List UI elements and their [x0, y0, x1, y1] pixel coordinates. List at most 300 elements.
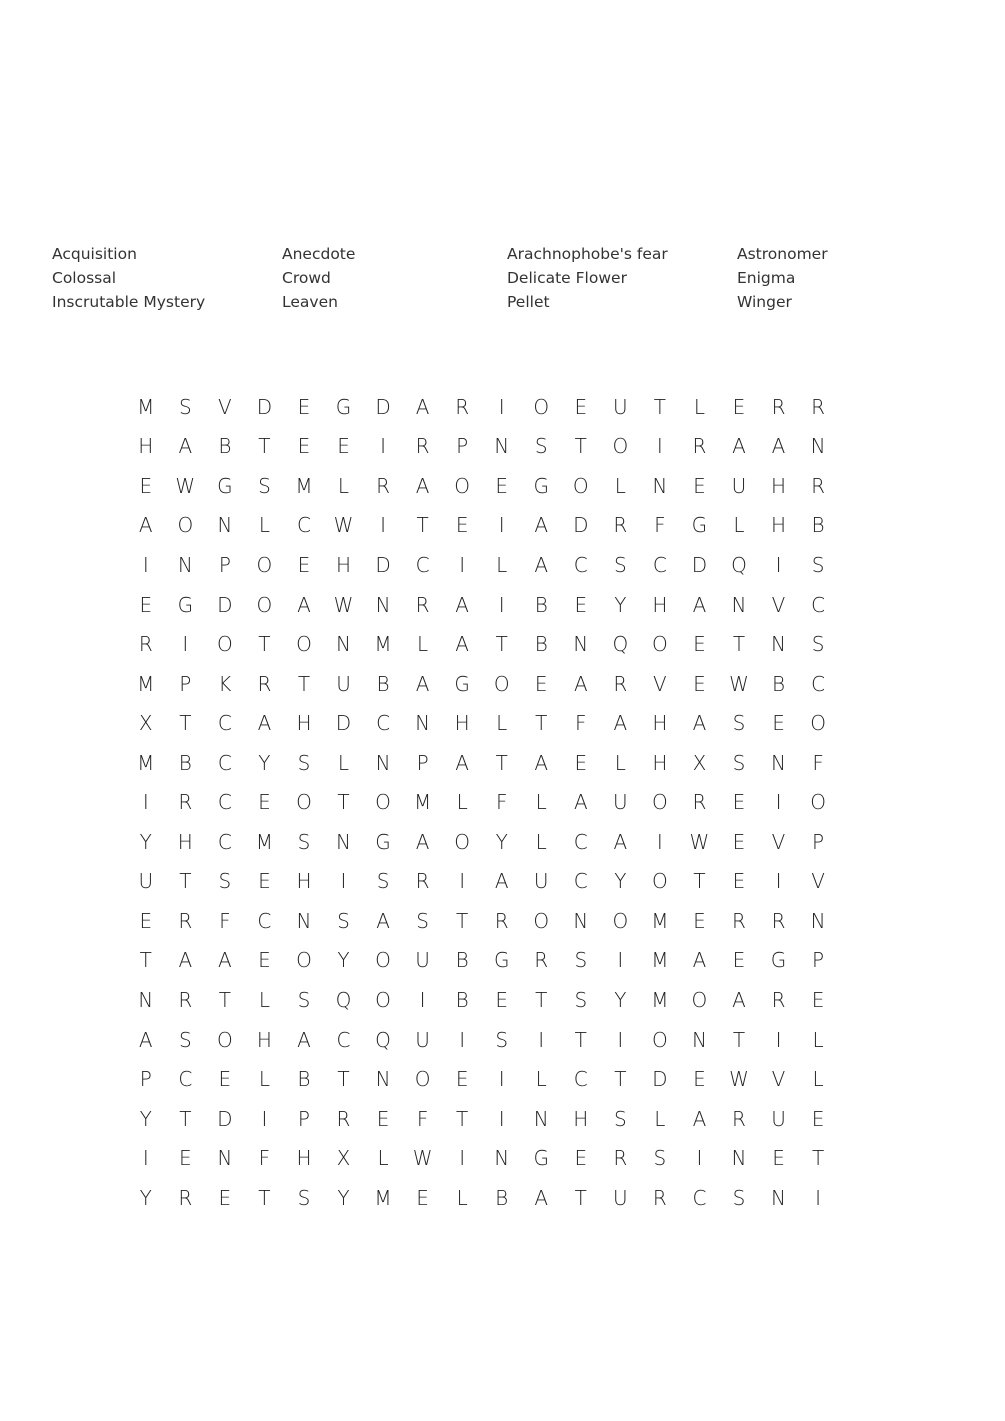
- grid-letter[interactable]: E: [218, 1067, 232, 1092]
- grid-letter[interactable]: M: [137, 671, 155, 696]
- grid-letter[interactable]: F: [219, 908, 231, 933]
- grid-letter[interactable]: A: [692, 711, 707, 736]
- grid-letter[interactable]: W: [333, 592, 354, 617]
- grid-letter[interactable]: U: [415, 1027, 430, 1052]
- grid-letter[interactable]: N: [415, 711, 431, 736]
- grid-letter[interactable]: E: [455, 513, 469, 538]
- grid-letter[interactable]: L: [258, 513, 270, 538]
- grid-letter[interactable]: E: [732, 948, 746, 973]
- grid-letter[interactable]: E: [376, 1106, 390, 1131]
- grid-letter[interactable]: F: [258, 1146, 271, 1171]
- grid-letter[interactable]: T: [337, 790, 350, 815]
- grid-letter[interactable]: C: [652, 552, 667, 577]
- grid-letter[interactable]: A: [613, 711, 628, 736]
- grid-letter[interactable]: I: [142, 552, 149, 577]
- grid-letter[interactable]: T: [416, 513, 429, 538]
- grid-letter[interactable]: H: [256, 1027, 272, 1052]
- grid-letter[interactable]: I: [775, 790, 782, 815]
- grid-letter[interactable]: B: [534, 632, 548, 657]
- grid-letter[interactable]: D: [375, 552, 391, 577]
- grid-letter[interactable]: D: [573, 513, 589, 538]
- grid-letter[interactable]: O: [216, 1027, 233, 1052]
- grid-letter[interactable]: L: [258, 987, 270, 1012]
- grid-letter[interactable]: V: [653, 671, 667, 696]
- grid-letter[interactable]: R: [652, 1185, 667, 1210]
- grid-letter[interactable]: R: [178, 908, 193, 933]
- grid-letter[interactable]: A: [455, 632, 469, 657]
- grid-letter[interactable]: R: [257, 671, 272, 696]
- grid-letter[interactable]: Q: [375, 1027, 391, 1052]
- grid-letter[interactable]: R: [613, 1146, 628, 1171]
- grid-letter[interactable]: G: [533, 1146, 549, 1171]
- grid-letter[interactable]: R: [732, 908, 746, 933]
- grid-letter[interactable]: L: [337, 473, 350, 498]
- grid-letter[interactable]: P: [416, 750, 429, 775]
- grid-letter[interactable]: V: [811, 869, 825, 894]
- grid-letter[interactable]: M: [255, 829, 274, 854]
- grid-letter[interactable]: A: [415, 829, 430, 854]
- grid-letter[interactable]: N: [494, 434, 510, 459]
- grid-letter[interactable]: T: [258, 434, 271, 459]
- grid-letter[interactable]: R: [771, 987, 786, 1012]
- grid-letter[interactable]: D: [217, 1106, 233, 1131]
- grid-letter[interactable]: O: [375, 948, 391, 973]
- grid-letter[interactable]: E: [732, 394, 746, 419]
- grid-letter[interactable]: R: [178, 790, 193, 815]
- grid-letter[interactable]: U: [533, 869, 549, 894]
- grid-letter[interactable]: L: [654, 1106, 666, 1131]
- grid-letter[interactable]: Q: [335, 987, 352, 1012]
- grid-letter[interactable]: S: [297, 987, 311, 1012]
- grid-letter[interactable]: A: [692, 1106, 707, 1131]
- grid-letter[interactable]: A: [534, 513, 549, 538]
- grid-letter[interactable]: C: [573, 869, 588, 894]
- grid-letter[interactable]: I: [142, 1146, 149, 1171]
- grid-letter[interactable]: R: [494, 908, 509, 933]
- grid-letter[interactable]: R: [178, 987, 193, 1012]
- grid-letter[interactable]: O: [652, 790, 668, 815]
- grid-letter[interactable]: R: [376, 473, 390, 498]
- grid-letter[interactable]: U: [336, 671, 351, 696]
- grid-letter[interactable]: S: [653, 1146, 667, 1171]
- grid-letter[interactable]: T: [693, 869, 706, 894]
- grid-letter[interactable]: N: [375, 750, 391, 775]
- grid-letter[interactable]: B: [218, 434, 232, 459]
- grid-letter[interactable]: E: [574, 750, 588, 775]
- grid-letter[interactable]: O: [810, 790, 826, 815]
- grid-letter[interactable]: R: [415, 434, 430, 459]
- grid-letter[interactable]: B: [297, 1067, 311, 1092]
- grid-letter[interactable]: P: [297, 1106, 310, 1131]
- grid-letter[interactable]: Y: [139, 829, 152, 854]
- grid-letter[interactable]: B: [534, 592, 548, 617]
- grid-letter[interactable]: N: [652, 473, 668, 498]
- grid-letter[interactable]: O: [375, 987, 391, 1012]
- grid-letter[interactable]: T: [495, 632, 508, 657]
- grid-letter[interactable]: T: [456, 908, 469, 933]
- grid-letter[interactable]: H: [771, 513, 787, 538]
- grid-letter[interactable]: R: [771, 394, 786, 419]
- grid-letter[interactable]: C: [573, 552, 588, 577]
- grid-letter[interactable]: M: [651, 987, 669, 1012]
- grid-letter[interactable]: D: [335, 711, 352, 736]
- grid-letter[interactable]: A: [376, 908, 390, 933]
- grid-letter[interactable]: P: [812, 829, 825, 854]
- grid-letter[interactable]: A: [257, 711, 272, 736]
- grid-letter[interactable]: N: [375, 1067, 391, 1092]
- grid-letter[interactable]: I: [498, 513, 505, 538]
- grid-letter[interactable]: O: [256, 592, 273, 617]
- grid-letter[interactable]: R: [692, 434, 707, 459]
- grid-letter[interactable]: O: [810, 711, 826, 736]
- grid-letter[interactable]: N: [691, 1027, 707, 1052]
- grid-letter[interactable]: H: [454, 711, 470, 736]
- grid-letter[interactable]: G: [691, 513, 708, 538]
- grid-letter[interactable]: E: [297, 434, 311, 459]
- grid-letter[interactable]: S: [416, 908, 429, 933]
- grid-letter[interactable]: L: [812, 1027, 824, 1052]
- grid-letter[interactable]: F: [812, 750, 824, 775]
- grid-letter[interactable]: S: [534, 434, 548, 459]
- grid-letter[interactable]: E: [139, 473, 153, 498]
- grid-letter[interactable]: A: [455, 750, 469, 775]
- grid-letter[interactable]: M: [137, 394, 155, 419]
- grid-letter[interactable]: S: [258, 473, 271, 498]
- grid-letter[interactable]: A: [218, 948, 232, 973]
- grid-letter[interactable]: G: [177, 592, 194, 617]
- grid-letter[interactable]: F: [654, 513, 666, 538]
- grid-letter[interactable]: E: [811, 1106, 825, 1131]
- grid-letter[interactable]: B: [811, 513, 825, 538]
- grid-letter[interactable]: A: [138, 1027, 153, 1052]
- grid-letter[interactable]: T: [732, 1027, 746, 1052]
- grid-letter[interactable]: C: [257, 908, 272, 933]
- grid-letter[interactable]: N: [810, 908, 826, 933]
- grid-letter[interactable]: L: [377, 1146, 389, 1171]
- grid-letter[interactable]: A: [534, 1185, 549, 1210]
- grid-letter[interactable]: W: [729, 1067, 749, 1092]
- grid-letter[interactable]: N: [533, 1106, 549, 1131]
- grid-letter[interactable]: S: [376, 869, 390, 894]
- grid-letter[interactable]: I: [656, 434, 663, 459]
- grid-letter[interactable]: O: [454, 829, 471, 854]
- grid-letter[interactable]: Y: [337, 948, 350, 973]
- grid-letter[interactable]: S: [613, 552, 627, 577]
- grid-letter[interactable]: A: [573, 671, 588, 696]
- grid-letter[interactable]: E: [139, 592, 153, 617]
- grid-letter[interactable]: C: [811, 592, 826, 617]
- grid-letter[interactable]: S: [613, 1106, 627, 1131]
- grid-letter[interactable]: I: [656, 829, 663, 854]
- grid-letter[interactable]: R: [415, 869, 430, 894]
- grid-letter[interactable]: L: [614, 473, 626, 498]
- grid-letter[interactable]: X: [692, 750, 707, 775]
- grid-letter[interactable]: V: [771, 592, 786, 617]
- grid-letter[interactable]: N: [771, 750, 786, 775]
- grid-letter[interactable]: Y: [139, 1106, 152, 1131]
- grid-letter[interactable]: A: [178, 948, 193, 973]
- grid-letter[interactable]: N: [573, 632, 589, 657]
- grid-letter[interactable]: R: [811, 394, 826, 419]
- grid-letter[interactable]: E: [574, 394, 588, 419]
- grid-letter[interactable]: I: [459, 1027, 466, 1052]
- grid-letter[interactable]: O: [533, 908, 550, 933]
- grid-letter[interactable]: E: [495, 987, 509, 1012]
- grid-letter[interactable]: T: [574, 434, 587, 459]
- grid-letter[interactable]: I: [340, 869, 347, 894]
- grid-letter[interactable]: B: [455, 987, 469, 1012]
- grid-letter[interactable]: P: [456, 434, 469, 459]
- grid-letter[interactable]: I: [775, 1027, 782, 1052]
- grid-letter[interactable]: C: [336, 1027, 351, 1052]
- grid-letter[interactable]: O: [652, 869, 668, 894]
- grid-letter[interactable]: E: [218, 1185, 232, 1210]
- grid-letter[interactable]: R: [336, 1106, 351, 1131]
- grid-letter[interactable]: T: [297, 671, 311, 696]
- grid-letter[interactable]: I: [498, 1106, 505, 1131]
- grid-letter[interactable]: Y: [258, 750, 271, 775]
- grid-letter[interactable]: E: [693, 1067, 706, 1092]
- grid-letter[interactable]: C: [811, 671, 826, 696]
- grid-letter[interactable]: C: [178, 1067, 193, 1092]
- grid-letter[interactable]: S: [574, 987, 588, 1012]
- grid-letter[interactable]: E: [258, 869, 271, 894]
- grid-letter[interactable]: D: [256, 394, 273, 419]
- grid-letter[interactable]: Y: [614, 869, 627, 894]
- grid-letter[interactable]: T: [179, 711, 192, 736]
- grid-letter[interactable]: S: [178, 394, 192, 419]
- grid-letter[interactable]: S: [811, 632, 825, 657]
- grid-letter[interactable]: D: [217, 592, 233, 617]
- grid-letter[interactable]: B: [771, 671, 786, 696]
- grid-letter[interactable]: M: [374, 632, 392, 657]
- grid-letter[interactable]: V: [218, 394, 232, 419]
- grid-letter[interactable]: O: [375, 790, 391, 815]
- grid-letter[interactable]: D: [691, 552, 708, 577]
- grid-letter[interactable]: W: [412, 1146, 433, 1171]
- grid-letter[interactable]: A: [138, 513, 153, 538]
- grid-letter[interactable]: L: [693, 394, 705, 419]
- grid-letter[interactable]: A: [415, 394, 430, 419]
- grid-letter[interactable]: I: [261, 1106, 268, 1131]
- grid-letter[interactable]: U: [613, 790, 628, 815]
- grid-letter[interactable]: O: [691, 987, 708, 1012]
- grid-letter[interactable]: A: [732, 987, 746, 1012]
- grid-letter[interactable]: I: [380, 434, 386, 459]
- grid-letter[interactable]: C: [415, 552, 430, 577]
- grid-letter[interactable]: S: [178, 1027, 192, 1052]
- grid-letter[interactable]: A: [178, 434, 193, 459]
- grid-letter[interactable]: V: [771, 1067, 786, 1092]
- grid-letter[interactable]: T: [535, 711, 548, 736]
- grid-letter[interactable]: A: [732, 434, 746, 459]
- grid-letter[interactable]: N: [573, 908, 589, 933]
- grid-letter[interactable]: E: [574, 1146, 588, 1171]
- grid-letter[interactable]: A: [534, 750, 549, 775]
- grid-letter[interactable]: N: [336, 829, 351, 854]
- grid-letter[interactable]: N: [731, 592, 747, 617]
- grid-letter[interactable]: G: [375, 829, 391, 854]
- grid-letter[interactable]: U: [415, 948, 430, 973]
- grid-letter[interactable]: A: [297, 1027, 311, 1052]
- grid-letter[interactable]: H: [652, 592, 668, 617]
- grid-letter[interactable]: R: [771, 908, 786, 933]
- grid-letter[interactable]: E: [534, 671, 548, 696]
- grid-letter[interactable]: N: [296, 908, 312, 933]
- grid-letter[interactable]: E: [297, 394, 311, 419]
- grid-letter[interactable]: A: [455, 592, 469, 617]
- grid-letter[interactable]: S: [811, 552, 825, 577]
- grid-letter[interactable]: I: [617, 1027, 624, 1052]
- grid-letter[interactable]: R: [732, 1106, 746, 1131]
- grid-letter[interactable]: E: [258, 790, 271, 815]
- grid-letter[interactable]: P: [139, 1067, 152, 1092]
- grid-letter[interactable]: E: [416, 1185, 429, 1210]
- grid-letter[interactable]: L: [812, 1067, 824, 1092]
- grid-letter[interactable]: X: [138, 711, 153, 736]
- grid-letter[interactable]: R: [811, 473, 826, 498]
- grid-letter[interactable]: O: [216, 632, 233, 657]
- grid-letter[interactable]: T: [456, 1106, 469, 1131]
- grid-letter[interactable]: E: [574, 592, 588, 617]
- grid-letter[interactable]: T: [614, 1067, 627, 1092]
- grid-letter[interactable]: C: [217, 790, 232, 815]
- grid-letter[interactable]: A: [771, 434, 786, 459]
- grid-letter[interactable]: X: [336, 1146, 351, 1171]
- grid-letter[interactable]: A: [415, 671, 430, 696]
- grid-letter[interactable]: T: [258, 632, 271, 657]
- grid-letter[interactable]: M: [137, 750, 155, 775]
- grid-letter[interactable]: I: [696, 1146, 703, 1171]
- grid-letter[interactable]: A: [692, 592, 707, 617]
- grid-letter[interactable]: M: [295, 473, 313, 498]
- grid-letter[interactable]: O: [533, 394, 550, 419]
- grid-letter[interactable]: I: [617, 948, 624, 973]
- grid-letter[interactable]: H: [573, 1106, 589, 1131]
- grid-letter[interactable]: N: [217, 513, 233, 538]
- grid-letter[interactable]: E: [258, 948, 271, 973]
- grid-letter[interactable]: H: [296, 1146, 312, 1171]
- grid-letter[interactable]: R: [613, 671, 628, 696]
- grid-letter[interactable]: W: [175, 473, 196, 498]
- grid-letter[interactable]: O: [652, 632, 668, 657]
- grid-letter[interactable]: T: [732, 632, 746, 657]
- grid-letter[interactable]: N: [138, 987, 154, 1012]
- grid-letter[interactable]: E: [693, 632, 706, 657]
- grid-letter[interactable]: A: [494, 869, 509, 894]
- grid-letter[interactable]: S: [297, 1185, 311, 1210]
- grid-letter[interactable]: S: [574, 948, 588, 973]
- grid-letter[interactable]: H: [138, 434, 154, 459]
- grid-letter[interactable]: H: [177, 829, 193, 854]
- grid-letter[interactable]: C: [296, 513, 311, 538]
- grid-letter[interactable]: P: [218, 552, 231, 577]
- grid-letter[interactable]: H: [652, 750, 668, 775]
- grid-letter[interactable]: R: [455, 394, 470, 419]
- grid-letter[interactable]: A: [415, 473, 430, 498]
- grid-letter[interactable]: I: [775, 552, 782, 577]
- grid-letter[interactable]: K: [218, 671, 232, 696]
- grid-letter[interactable]: M: [413, 790, 432, 815]
- grid-letter[interactable]: S: [732, 711, 746, 736]
- grid-letter[interactable]: C: [217, 829, 232, 854]
- grid-letter[interactable]: O: [296, 632, 312, 657]
- grid-letter[interactable]: E: [732, 869, 746, 894]
- grid-letter[interactable]: C: [217, 750, 232, 775]
- grid-letter[interactable]: E: [179, 1146, 192, 1171]
- grid-letter[interactable]: T: [337, 1067, 350, 1092]
- grid-letter[interactable]: U: [771, 1106, 786, 1131]
- grid-letter[interactable]: I: [459, 869, 466, 894]
- grid-letter[interactable]: L: [535, 1067, 547, 1092]
- grid-letter[interactable]: I: [498, 394, 505, 419]
- grid-letter[interactable]: E: [772, 711, 785, 736]
- grid-letter[interactable]: H: [652, 711, 668, 736]
- grid-letter[interactable]: C: [573, 829, 588, 854]
- grid-letter[interactable]: O: [454, 473, 471, 498]
- grid-letter[interactable]: T: [179, 869, 192, 894]
- grid-letter[interactable]: G: [454, 671, 470, 696]
- grid-letter[interactable]: Y: [337, 1185, 350, 1210]
- grid-letter[interactable]: Y: [495, 829, 508, 854]
- grid-letter[interactable]: T: [535, 987, 548, 1012]
- grid-letter[interactable]: N: [731, 1146, 747, 1171]
- grid-letter[interactable]: U: [731, 473, 747, 498]
- grid-letter[interactable]: E: [693, 671, 706, 696]
- grid-letter[interactable]: T: [811, 1146, 825, 1171]
- grid-letter[interactable]: O: [414, 1067, 431, 1092]
- grid-letter[interactable]: E: [732, 790, 746, 815]
- grid-letter[interactable]: E: [455, 1067, 469, 1092]
- grid-letter[interactable]: S: [297, 750, 311, 775]
- grid-letter[interactable]: I: [380, 513, 386, 538]
- grid-letter[interactable]: W: [333, 513, 354, 538]
- grid-letter[interactable]: I: [498, 592, 505, 617]
- grid-letter[interactable]: U: [613, 394, 628, 419]
- grid-letter[interactable]: O: [493, 671, 510, 696]
- grid-letter[interactable]: Y: [614, 592, 627, 617]
- grid-letter[interactable]: Q: [612, 632, 629, 657]
- grid-letter[interactable]: L: [496, 552, 508, 577]
- grid-letter[interactable]: N: [217, 1146, 233, 1171]
- grid-letter[interactable]: N: [375, 592, 391, 617]
- grid-letter[interactable]: S: [732, 1185, 746, 1210]
- grid-letter[interactable]: T: [139, 948, 152, 973]
- grid-letter[interactable]: N: [336, 632, 351, 657]
- grid-letter[interactable]: G: [217, 473, 233, 498]
- grid-letter[interactable]: E: [772, 1146, 785, 1171]
- grid-letter[interactable]: F: [495, 790, 508, 815]
- grid-letter[interactable]: I: [538, 1027, 545, 1052]
- grid-letter[interactable]: E: [732, 829, 746, 854]
- grid-letter[interactable]: R: [415, 592, 430, 617]
- grid-letter[interactable]: O: [652, 1027, 668, 1052]
- grid-letter[interactable]: T: [218, 987, 231, 1012]
- grid-letter[interactable]: G: [335, 394, 352, 419]
- grid-letter[interactable]: O: [256, 552, 273, 577]
- grid-letter[interactable]: F: [575, 711, 587, 736]
- grid-letter[interactable]: A: [692, 948, 707, 973]
- grid-letter[interactable]: N: [810, 434, 826, 459]
- grid-letter[interactable]: E: [693, 473, 706, 498]
- grid-letter[interactable]: E: [297, 552, 311, 577]
- grid-letter[interactable]: A: [573, 790, 588, 815]
- grid-letter[interactable]: A: [613, 829, 628, 854]
- grid-letter[interactable]: L: [535, 829, 547, 854]
- grid-letter[interactable]: R: [692, 790, 707, 815]
- grid-letter[interactable]: H: [296, 711, 312, 736]
- grid-letter[interactable]: I: [459, 1146, 466, 1171]
